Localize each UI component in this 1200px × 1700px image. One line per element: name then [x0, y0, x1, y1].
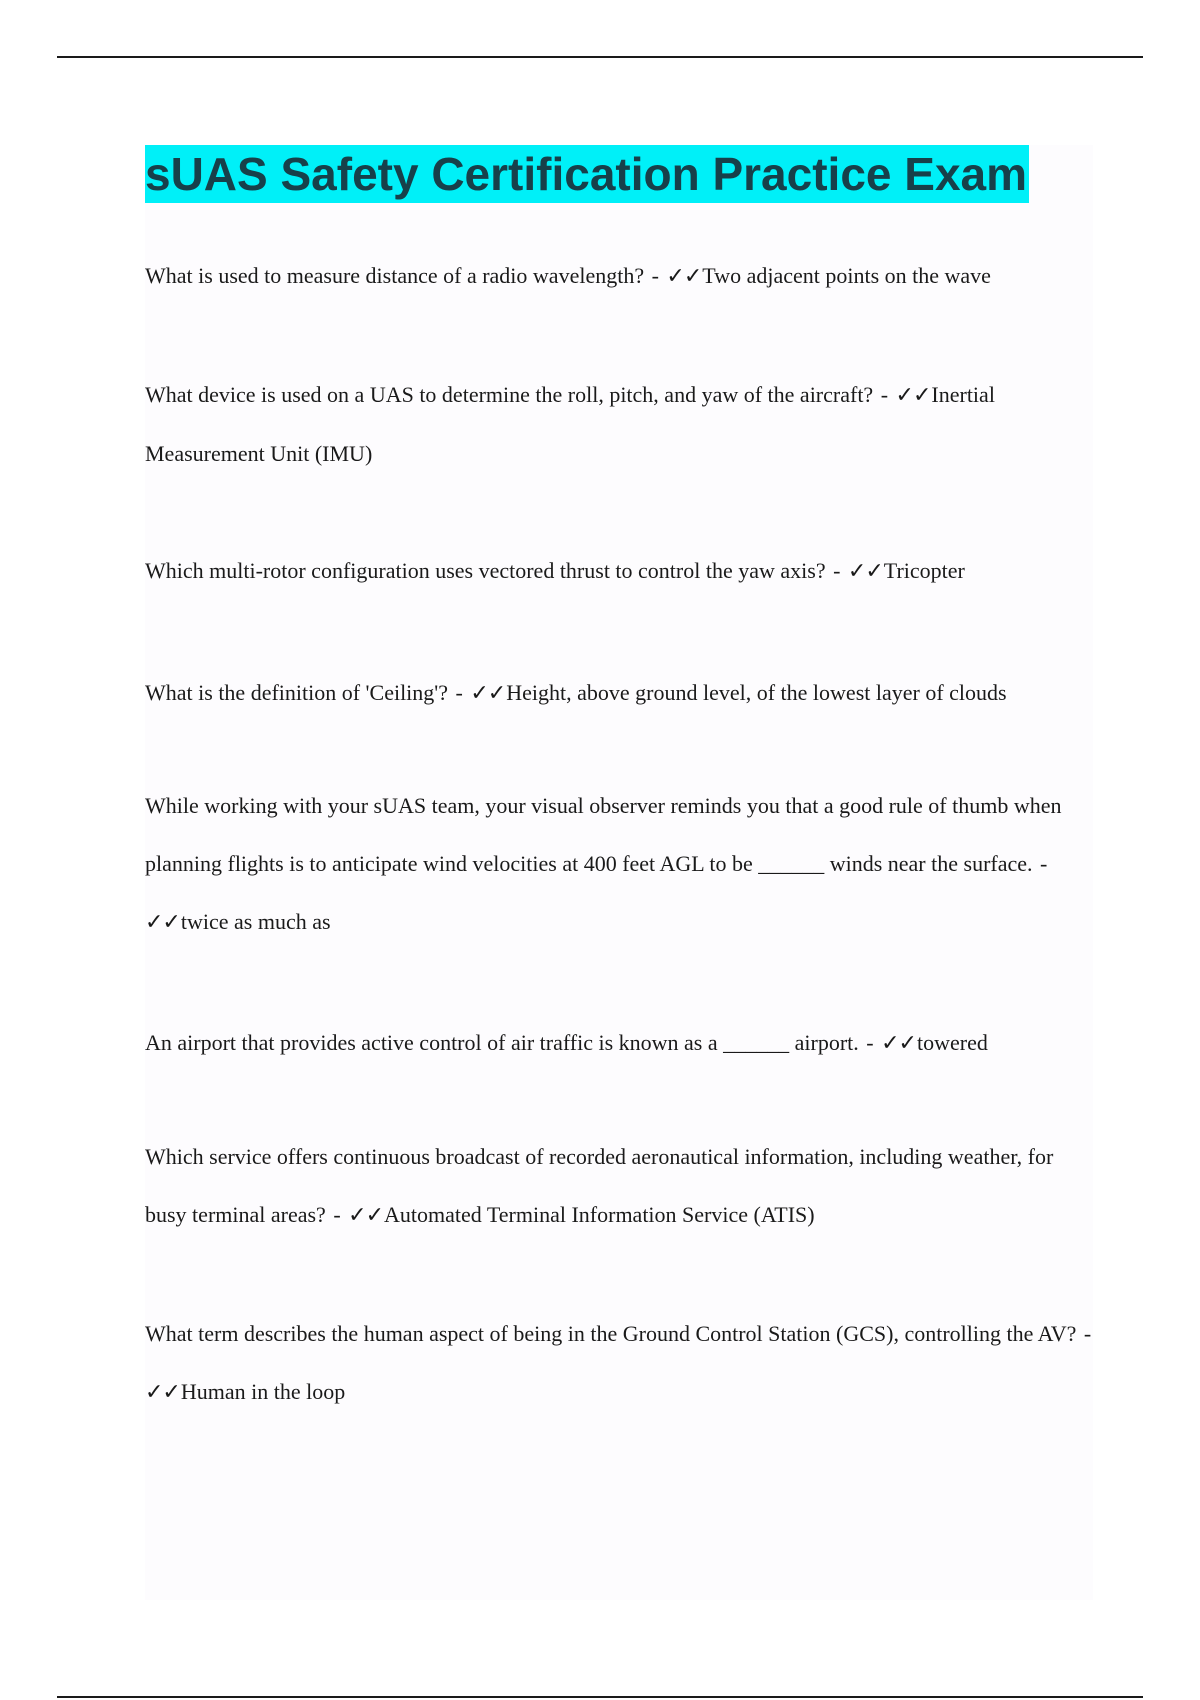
question-text: What device is used on a UAS to determine the roll, pitch, and yaw of the aircraft? [145, 382, 874, 407]
answer-text: Automated Terminal Information Service (ATIS) [384, 1202, 815, 1227]
answer-text: Inertial Measurement Unit (IMU) [145, 382, 995, 466]
double-check-icon: ✓✓ [881, 1031, 916, 1056]
separator: - [1083, 1321, 1092, 1346]
qa-item-2 [145, 366, 1095, 483]
top-rule [57, 56, 1143, 58]
title-block [145, 145, 1029, 203]
double-check-icon: ✓✓ [145, 910, 180, 935]
question-text: What term describes the human aspect of being in the Ground Control Station (GCS), controlling the AV? [145, 1321, 1077, 1346]
qa-item-3 [145, 542, 1095, 601]
qa-item-8 [145, 1305, 1095, 1422]
separator: - [833, 558, 841, 583]
page-title: sUAS Safety Certification Practice Exam [145, 145, 1029, 203]
double-check-icon: ✓✓ [895, 383, 931, 408]
double-check-icon: ✓✓ [348, 1203, 384, 1228]
question-text: Which service offers continuous broadcast of recorded aeronautical information, including weather, for busy terminal areas? [145, 1144, 1054, 1227]
separator: - [880, 382, 889, 407]
answer-text: Two adjacent points on the wave [702, 263, 991, 288]
question-text: Which multi-rotor configuration uses vectored thrust to control the yaw axis? [145, 558, 826, 583]
qa-item-7 [145, 1128, 1095, 1245]
separator: - [455, 680, 463, 705]
qa-item-5 [145, 777, 1095, 952]
double-check-icon: ✓✓ [847, 559, 883, 584]
question-text: What is used to measure distance of a radio wavelength? [145, 263, 645, 288]
question-text: While working with your sUAS team, your visual observer reminds you that a good rule of thumb when planning flights is to anticipate wind velocities at 400 feet AGL to be ______ winds near the surface. [145, 793, 1062, 876]
separator: - [1040, 851, 1048, 876]
answer-text: twice as much as [180, 909, 331, 934]
bottom-rule [57, 1696, 1143, 1698]
separator: - [651, 263, 659, 288]
double-check-icon: ✓✓ [470, 681, 506, 706]
double-check-icon: ✓✓ [145, 1380, 180, 1405]
question-text: What is the definition of 'Ceiling'? [145, 680, 449, 705]
answer-text: Height, above ground level, of the lowest layer of clouds [506, 680, 1007, 705]
qa-item-1 [145, 247, 1095, 306]
answer-text: Tricopter [883, 558, 965, 583]
qa-item-4 [145, 664, 1095, 723]
qa-item-6 [145, 1014, 1095, 1073]
answer-text: towered [916, 1030, 988, 1055]
answer-text: Human in the loop [180, 1379, 346, 1404]
separator: - [333, 1202, 341, 1227]
separator: - [866, 1030, 874, 1055]
double-check-icon: ✓✓ [666, 264, 702, 289]
question-text: An airport that provides active control of air traffic is known as a ______ airport. [145, 1030, 859, 1055]
